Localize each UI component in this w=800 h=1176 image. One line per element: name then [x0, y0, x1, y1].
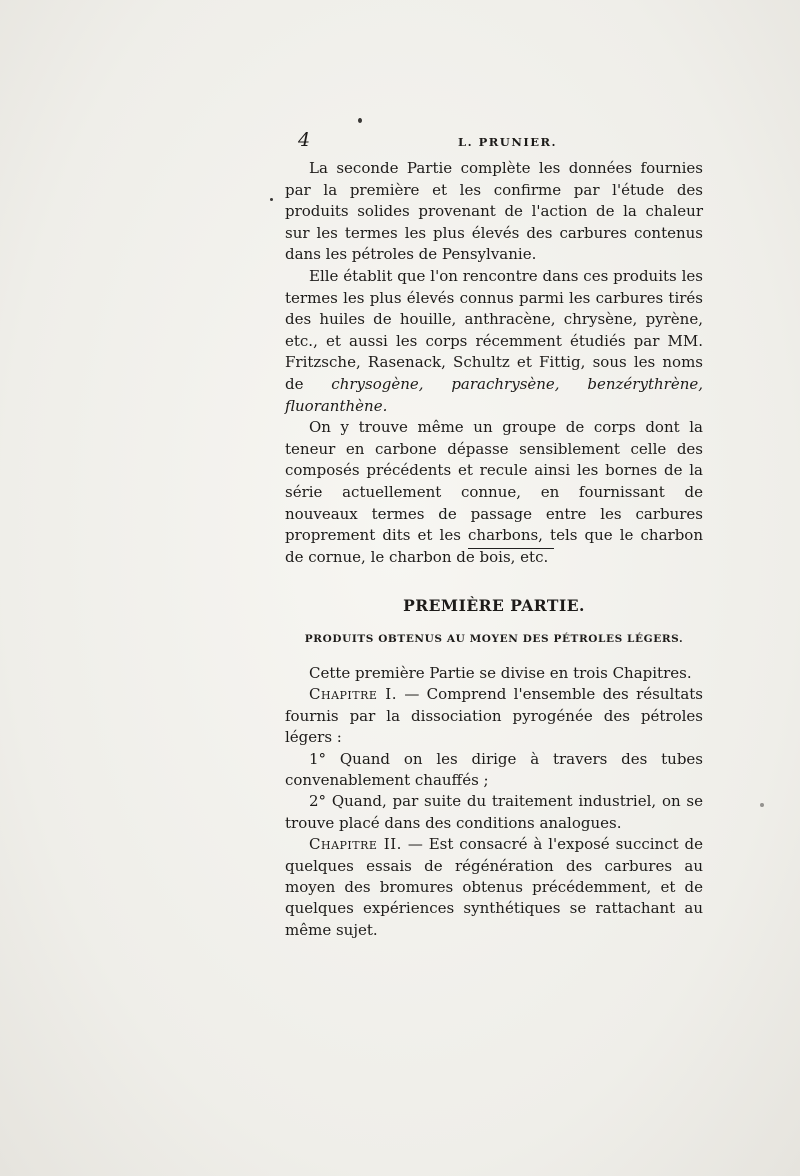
page-number: 4: [298, 129, 311, 151]
intro-text: [285, 158, 703, 568]
chapter-1-text: — Comprend l'ensemble des résultats fournis par la dissociation pyrogénée des pétroles légers :: [285, 685, 704, 747]
list-item-1: 1° Quand on les dirige à travers des tubes convenablement chauffés ;: [285, 749, 703, 790]
paragraph-3: On y trouve même un groupe de corps dont la teneur en carbone dépasse sensiblement celle des composés précédents et recule ainsi les bornes de la série actuellement connue, en fournissant de nouveaux termes de passage entre les carbures proprement dits et les charbons, tels que le charbon de cornue, le charbon de bois, etc.: [285, 418, 703, 566]
paragraph-1: La seconde Partie complète les données fournies par la première et les confirme par l'étude des produits solides provenant de l'action de la chaleur sur les termes les plus élevés des carbures contenus dans les pétroles de Pensylvanie.: [285, 159, 703, 264]
chapter-1-paragraph: [285, 684, 703, 748]
chapter-2-label: Chapitre II.: [309, 835, 402, 854]
paragraph-2: [285, 266, 703, 417]
italic-compound-names: chrysogène, parachrysène, benzérythrène, fluoranthène.: [285, 374, 703, 415]
ink-speck: [760, 803, 764, 807]
paragraph-2-text: Elle établit que l'on rencontre dans ces produits les termes les plus élevés connus parmi les carbures tirés des huiles de houille, anthracène, chrysène, pyrène, etc., et aussi les corps récemment étudiés par MM. Fritzsche, Rasenack, Schultz et Fittig, sous les noms de: [285, 266, 703, 393]
section-divider: [468, 548, 554, 549]
ink-speck: [358, 118, 362, 123]
ink-speck: [270, 198, 273, 201]
chapter-1-label: Chapitre I.: [309, 685, 397, 704]
list-item-2: 2° Quand, par suite du traitement industriel, on se trouve placé dans des conditions analogues.: [285, 792, 703, 832]
chapter-2-paragraph: [285, 834, 703, 941]
part-intro: Cette première Partie se divise en trois Chapitres.: [309, 664, 692, 682]
page-header: [298, 129, 710, 153]
part-subtitle: PRODUITS OBTENUS AU MOYEN DES PÉTROLES LÉGERS.: [304, 633, 684, 645]
part-text: [285, 663, 703, 941]
chapter-2-text: — Est consacré à l'exposé succinct de quelques essais de régénération des carbures au moyen des bromures obtenus précédemment, et de quelques expériences synthétiques se rattachant au même sujet.: [285, 835, 704, 939]
part-title: PREMIÈRE PARTIE.: [403, 596, 585, 615]
running-head: L. PRUNIER.: [458, 135, 558, 149]
